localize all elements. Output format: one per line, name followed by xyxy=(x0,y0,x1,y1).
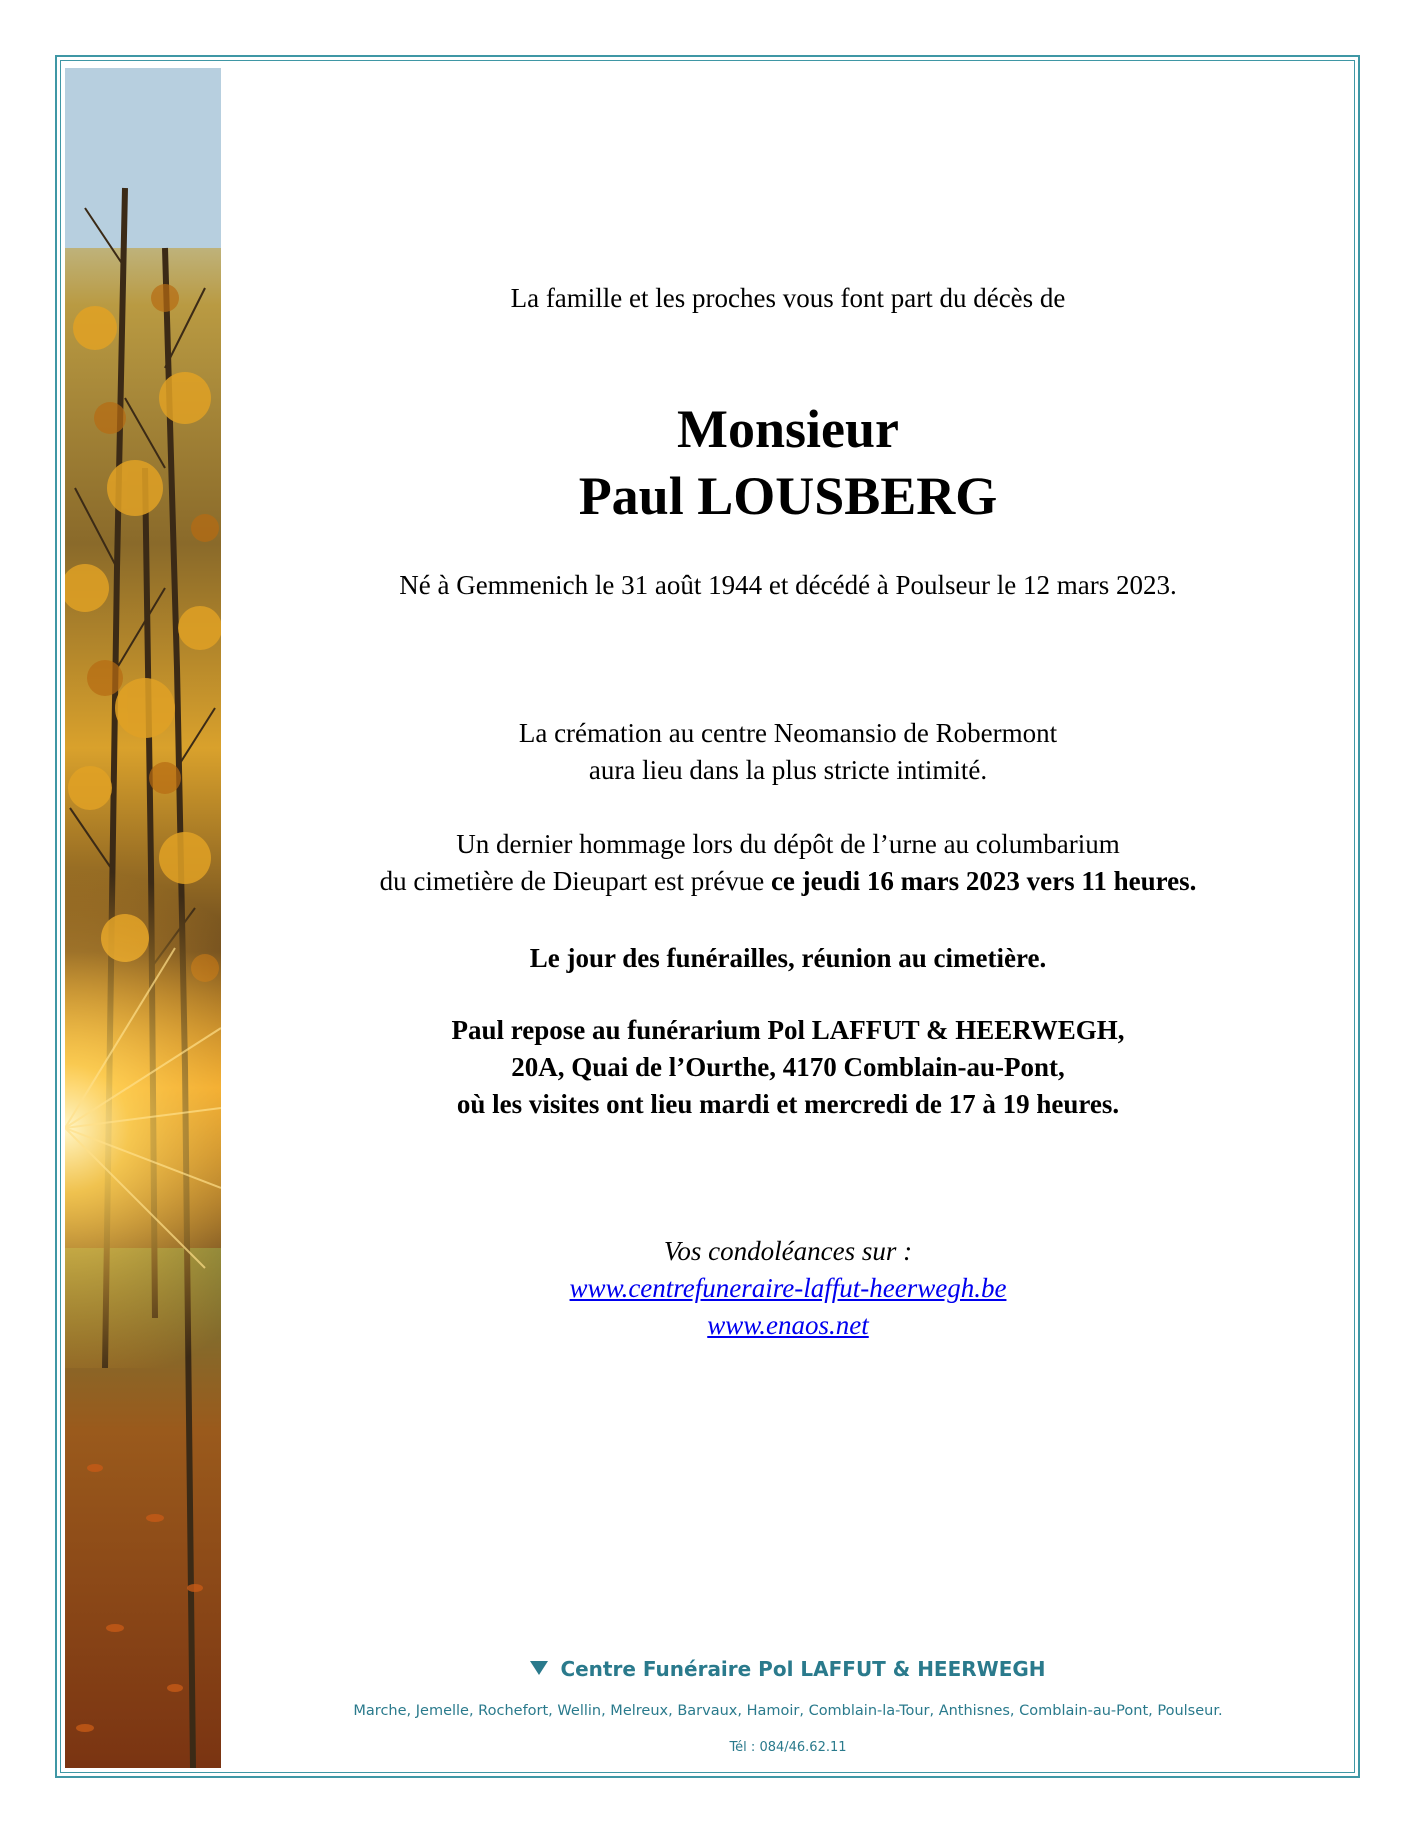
hommage-paragraph xyxy=(221,826,1355,900)
footer-company-name xyxy=(221,1657,1355,1681)
footer-company-label: Centre Funéraire Pol LAFFUT & HEERWEGH xyxy=(560,1657,1046,1681)
hommage-line-2 xyxy=(221,863,1355,900)
footer-phone: Tél : 084/46.62.11 xyxy=(729,1740,847,1755)
deceased-name: Paul LOUSBERG xyxy=(578,466,998,526)
birth-death-dates: Né à Gemmenich le 31 août 1944 et décédé à Poulseur le 12 mars 2023. xyxy=(399,570,1177,600)
civility-title: Monsieur xyxy=(677,399,899,459)
condolences-link-enaos[interactable]: www.enaos.net xyxy=(707,1310,869,1340)
hommage-line-1: Un dernier hommage lors du dépôt de l’urne au columbarium xyxy=(456,829,1120,859)
cremation-paragraph xyxy=(221,715,1355,789)
reunion-text: Le jour des funérailles, réunion au cimetière. xyxy=(529,943,1047,973)
condolences-block xyxy=(221,1233,1355,1344)
hommage-date-time: ce jeudi 16 mars 2023 vers 11 heures. xyxy=(770,866,1197,896)
hommage-line-2-regular: du cimetière de Dieupart est prévue xyxy=(379,866,771,896)
autumn-forest-illustration xyxy=(65,68,221,1768)
autumn-forest-image xyxy=(65,68,221,1768)
down-triangle-icon xyxy=(530,1661,548,1675)
repose-paragraph xyxy=(221,1012,1355,1123)
obituary-content xyxy=(221,0,1355,1833)
footer-locations: Marche, Jemelle, Rochefort, Wellin, Melreux, Barvaux, Hamoir, Comblain-la-Tour, Anthisnes, Comblain-au-Pont, Poulseur. xyxy=(353,1703,1223,1719)
repose-line-3: où les visites ont lieu mardi et mercredi de 17 à 19 heures. xyxy=(456,1089,1120,1119)
cremation-line-2: aura lieu dans la plus stricte intimité. xyxy=(588,755,988,785)
repose-line-2: 20A, Quai de l’Ourthe, 4170 Comblain-au-Pont, xyxy=(511,1052,1065,1082)
intro-text: La famille et les proches vous font part du décès de xyxy=(510,283,1066,313)
cremation-line-1: La crémation au centre Neomansio de Robermont xyxy=(518,718,1058,748)
condolences-label: Vos condoléances sur : xyxy=(663,1236,913,1266)
condolences-link-laffut[interactable]: www.centrefuneraire-laffut-heerwegh.be xyxy=(569,1273,1007,1303)
repose-line-1: Paul repose au funérarium Pol LAFFUT & HEERWEGH, xyxy=(451,1015,1125,1045)
